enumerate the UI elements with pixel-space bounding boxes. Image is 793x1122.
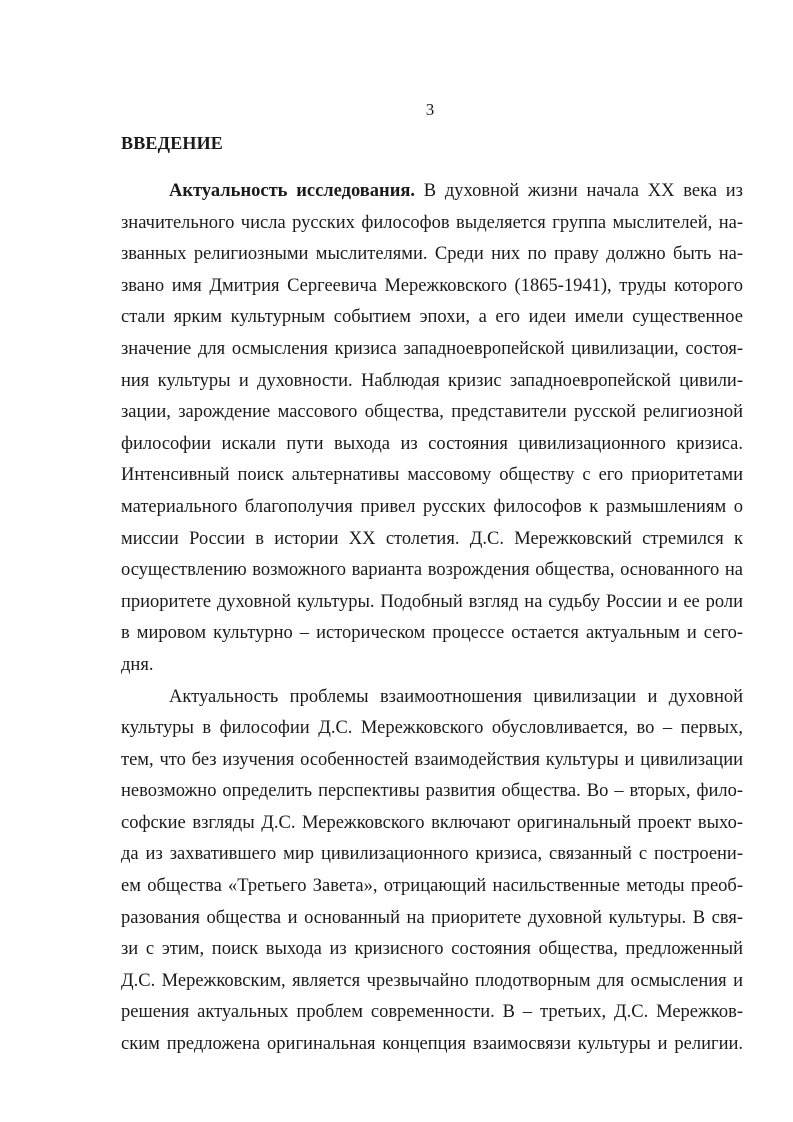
paragraph-1-line: философии искали пути выхода из состояния цивилизационного кризиса. <box>121 433 743 454</box>
paragraph-2-line: зи с этим, поиск выхода из кризисного состояния общества, предложенный <box>121 939 743 960</box>
paragraph-2-line: разования общества и основанный на приоритете духовной культуры. В свя- <box>121 907 743 928</box>
paragraph-1-line: званных религиозными мыслителями. Среди них по праву должно быть на- <box>121 244 743 265</box>
paragraph-1-line: стали ярким культурным событием эпохи, а его идеи имели существенное <box>121 307 743 328</box>
paragraph-2-line: тем, что без изучения особенностей взаимодействия культуры и цивилизации <box>121 749 743 770</box>
paragraph-2-line: ем общества «Третьего Завета», отрицающий насильственные методы преоб- <box>121 876 743 897</box>
paragraph-1-line: значительного числа русских философов выделяется группа мыслителей, на- <box>121 212 743 233</box>
paragraph-1-line: зации, зарождение массового общества, представители русской религиозной <box>121 402 743 423</box>
paragraph-2-line-1: Актуальность проблемы взаимоотношения цивилизации и духовной <box>169 686 743 707</box>
paragraph-2-line: культуры в философии Д.С. Мережковского обусловливается, во – первых, <box>121 718 743 739</box>
paragraph-1-line: осуществлению возможного варианта возрождения общества, основанного на <box>121 560 743 581</box>
paragraph-1-line: ния культуры и духовности. Наблюдая кризис западноевропейской цивили- <box>121 370 743 391</box>
paragraph-1-line: дня. <box>121 654 154 675</box>
paragraph-2-line: невозможно определить перспективы развития общества. Во – вторых, фило- <box>121 781 743 802</box>
paragraph-2-line: софские взгляды Д.С. Мережковского включают оригинальный проект выхо- <box>121 812 743 833</box>
paragraph-lead-bold: Актуальность исследования. <box>169 181 415 201</box>
paragraph-1-line: в мировом культурно – историческом процессе остается актуальным и сего- <box>121 623 743 644</box>
paragraph-2-line: решения актуальных проблем современности. В – третьих, Д.С. Мережков- <box>121 1002 743 1023</box>
paragraph-2-line: да из захватившего мир цивилизационного кризиса, связанный с построени- <box>121 844 743 865</box>
paragraph-2-line: ским предложена оригинальная концепция взаимосвязи культуры и религии. <box>121 1034 743 1055</box>
paragraph-1-line: звано имя Дмитрия Сергеевича Мережковского (1865-1941), труды которого <box>121 275 743 296</box>
paragraph-1-line: приоритете духовной культуры. Подобный взгляд на судьбу России и ее роли <box>121 591 743 612</box>
paragraph-1-line: миссии России в истории XX столетия. Д.С. Мережковский стремился к <box>121 528 743 549</box>
paragraph-2-line: Д.С. Мережковским, является чрезвычайно плодотворным для осмысления и <box>121 970 743 991</box>
paragraph-1-line: материального благополучия привел русских философов к размышлениям о <box>121 496 743 517</box>
paragraph-1-line: Интенсивный поиск альтернативы массовому обществу с его приоритетами <box>121 465 743 486</box>
body-text <box>121 176 743 1061</box>
page-number: 3 <box>425 100 435 119</box>
paragraph-1-line: значение для осмысления кризиса западноевропейской цивилизации, состоя- <box>121 338 743 359</box>
paragraph-1-line-1 <box>121 176 743 208</box>
section-heading: ВВЕДЕНИЕ <box>121 133 224 153</box>
paragraph-1-line-1-rest: В духовной жизни начала XX века из <box>414 181 743 201</box>
